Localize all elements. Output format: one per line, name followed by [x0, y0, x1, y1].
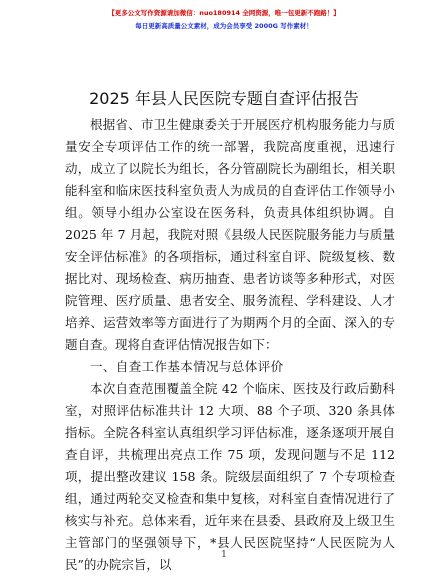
promo-banner-line-1: 【更多公文写作资源请加微信：nuo180914 全网资源，唯一包更新不跑路！】: [108, 9, 340, 17]
page-number: 1: [221, 550, 227, 560]
document-title: 2025 年县人民医院专题自查评估报告: [89, 89, 359, 108]
intro-paragraph: 根据省、市卫生健康委关于开展医疗机构服务能力与质量安全专项评估工作的统一部署，我院高度重视，迅速行动，成立了以院长为组长，各分管副院长为副组长，相关职能科室和临床医技科室负责人为成员的自查评估工作领导小组。领导小组办公室设在医务科，负责具体组织协调。自 2025 年 7 月起，我院对照《县级人民医院服务能力与质量安全评估标准》的各项指标，通过科室自评、院级复核、数据比对、现场检查、病历抽查、患者访谈等多种形式，对医院管理、医疗质量、患者安全、服务流程、学科建设、人才培养、运营效率等方面进行了为期两个月的全面、深入的专题自查。现将自查评估情况报告如下：: [65, 117, 395, 352]
promo-banner-line-2: 每日更新高质量公文素材，成为会员享受 2000G 写作素材！: [135, 22, 313, 30]
section-paragraph: 本次自查范围覆盖全院 42 个临床、医技及行政后勤科室，对照评估标准共计 12 大项、88 个子项、320 条具体指标。全院各科室认真组织学习评估标准，逐条逐项开展自查自评，共梳理出亮点工作 75 项，发现问题与不足 112 项，提出整改建议 158 条。院级层面组织了 7 个专项检查组，通过两轮交叉检查和集中复核，对科室自查情况进行了核实与补充。总体来看，近年来在县委、县政府及上级卫生主管部门的坚强领导下，*县人民医院坚持“人民医院为人民”的办院宗旨，以: [65, 381, 395, 572]
document-body: [65, 114, 395, 576]
section-heading: 一、自查工作基本情况与总体评价: [90, 359, 284, 374]
